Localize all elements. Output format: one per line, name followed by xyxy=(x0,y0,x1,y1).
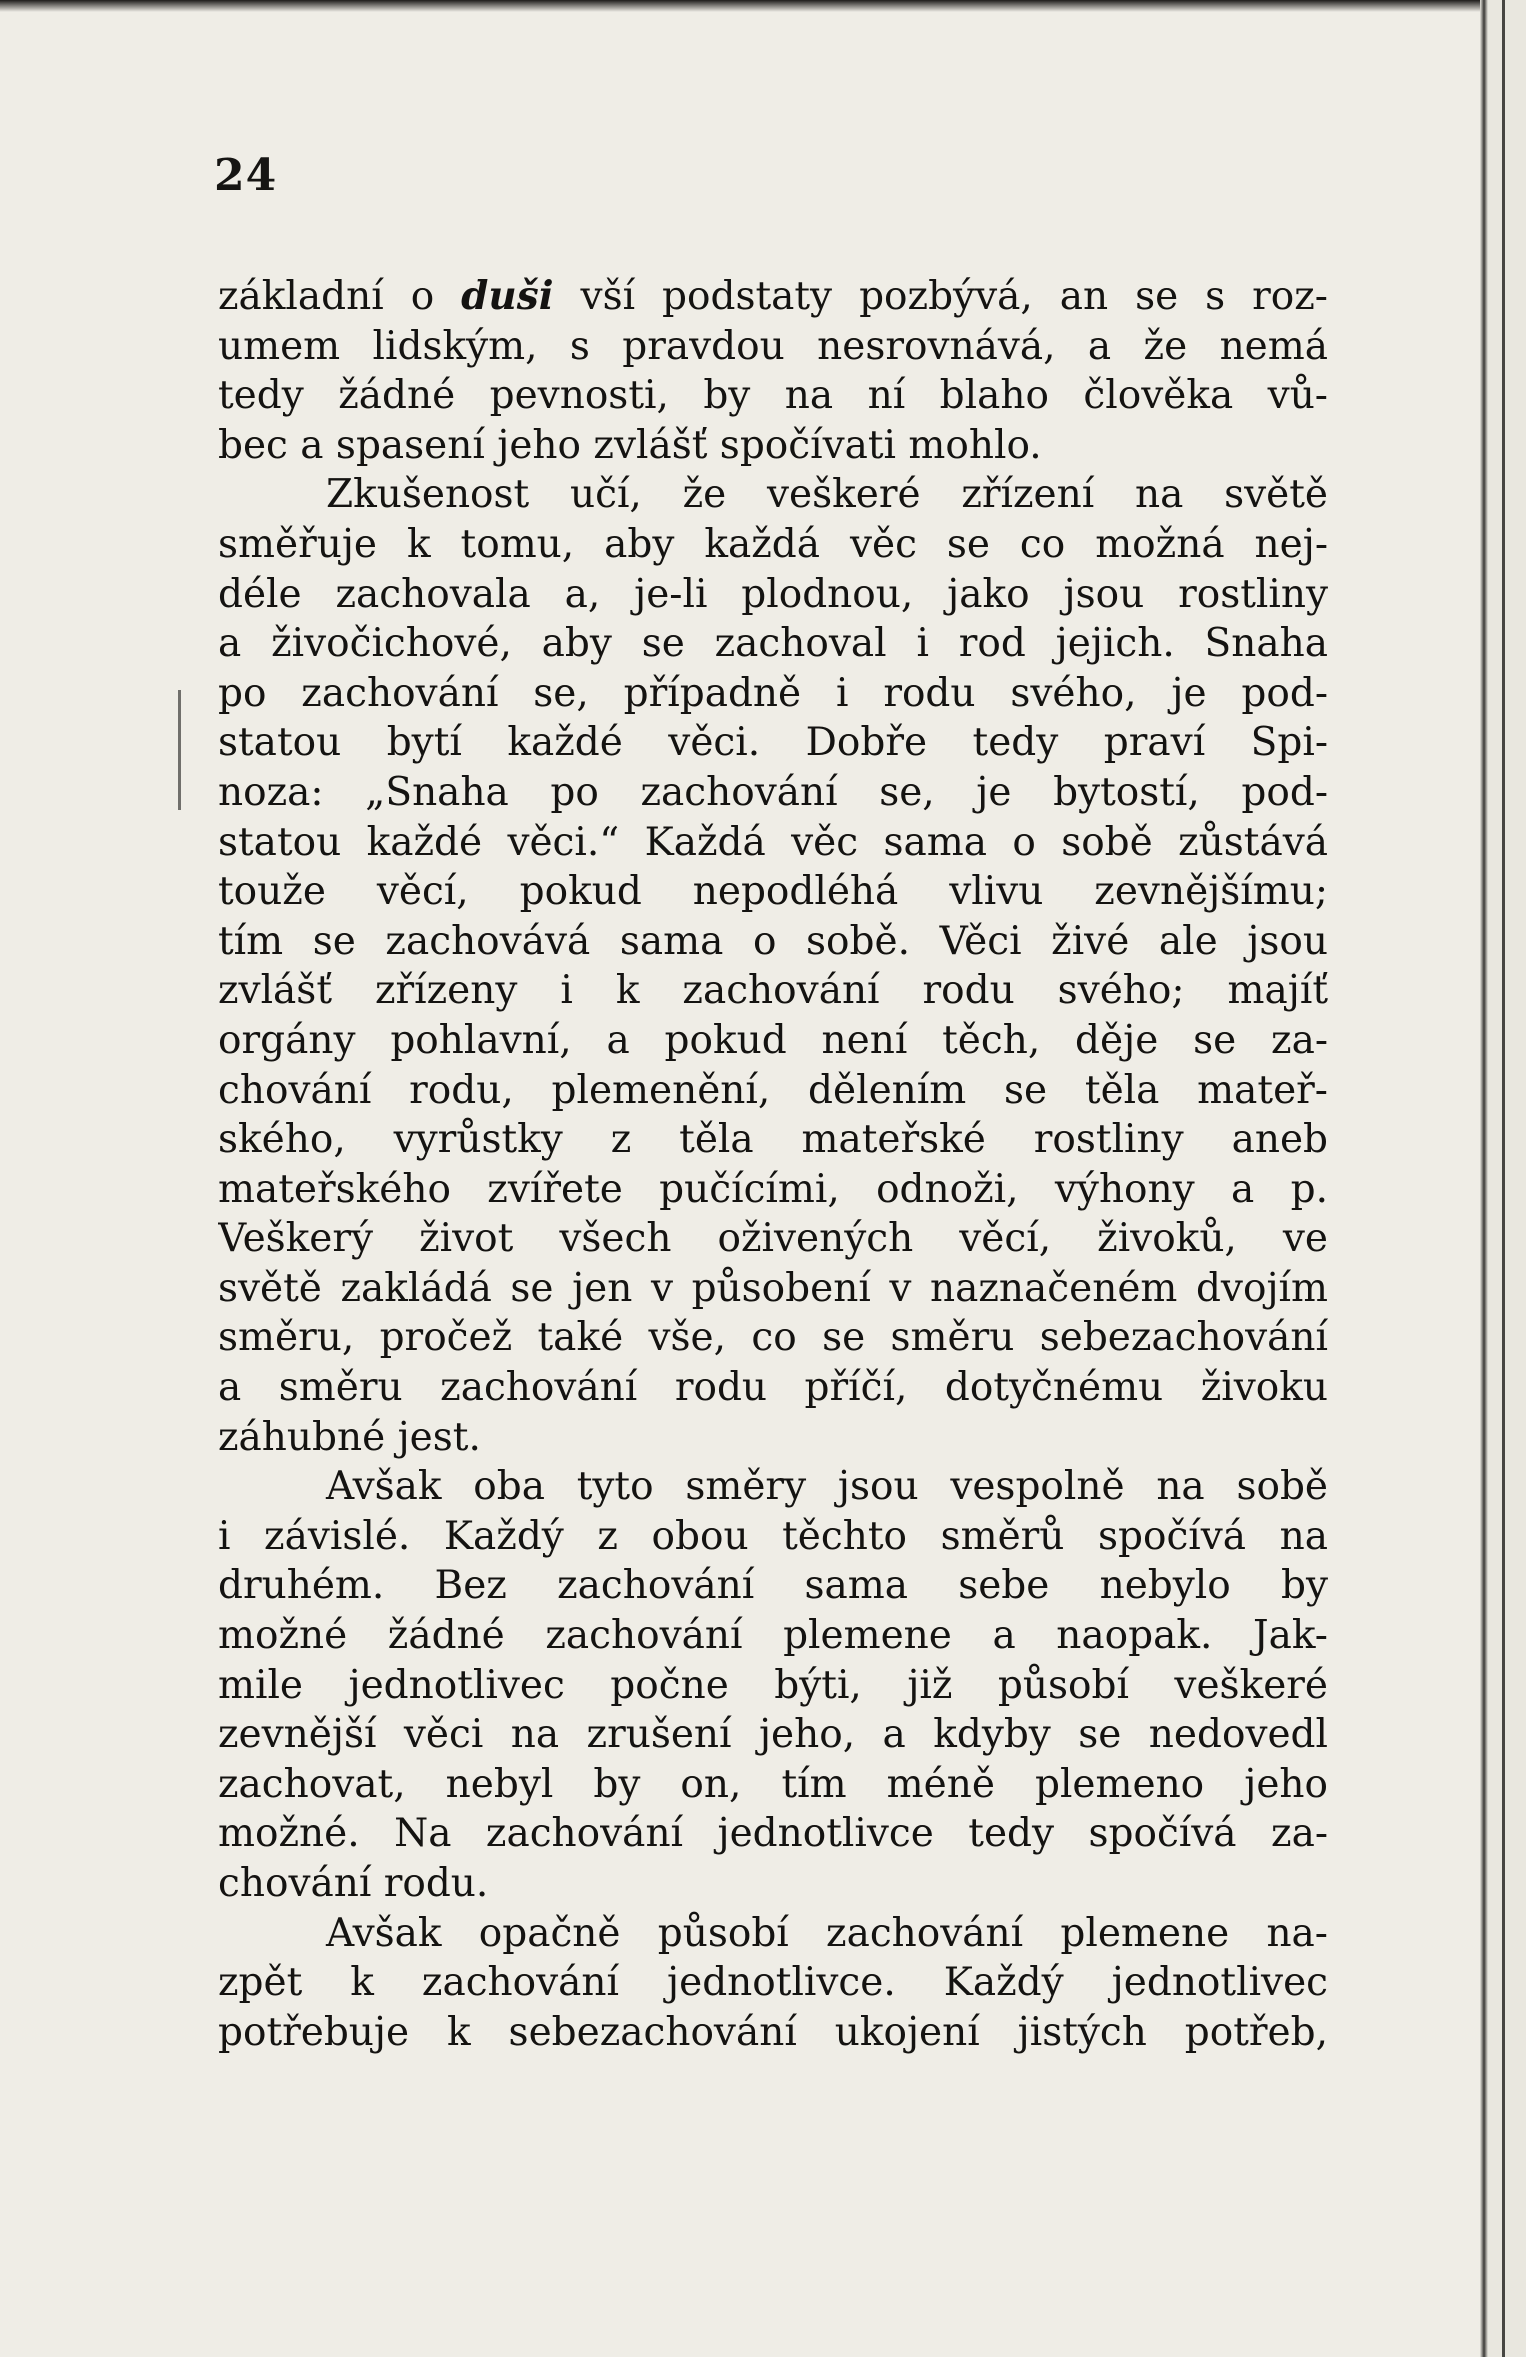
text-line: orgány pohlavní, a pokud není těch, děje se za- xyxy=(218,1017,1328,1063)
margin-pencil-mark xyxy=(178,690,181,810)
text-line: světě zakládá se jen v působení v naznačeném dvojím xyxy=(218,1265,1328,1311)
text-line: zachovat, nebyl by on, tím méně plemeno jeho xyxy=(218,1761,1328,1807)
text-line: ského, vyrůstky z těla mateřské rostliny aneb xyxy=(218,1117,1328,1163)
text-line: tím se zachovává sama o sobě. Věci živé ale jsou xyxy=(218,918,1328,964)
text-line: možné. Na zachování jednotlivce tedy spočívá za- xyxy=(218,1811,1328,1857)
text-line: noza: „Snaha po zachování se, je bytostí, pod- xyxy=(218,769,1328,815)
text-line: Avšak oba tyto směry jsou vespolně na sobě xyxy=(326,1464,1328,1510)
text-line: zpět k zachování jednotlivce. Každý jednotlivec xyxy=(218,1960,1328,2006)
text-line: chování rodu. xyxy=(218,1861,489,1906)
text-line: Avšak opačně působí zachování plemene na- xyxy=(326,1910,1328,1956)
text-line: touže věcí, pokud nepodléhá vlivu zevnějšímu; xyxy=(218,869,1328,915)
text-line: záhubné jest. xyxy=(218,1414,481,1460)
text-line: a živočichové, aby se zachoval i rod jejich. Snaha xyxy=(218,621,1328,667)
text-line: zevnější věci na zrušení jeho, a kdyby se nedovedl xyxy=(218,1712,1328,1758)
scan-right-edge xyxy=(1480,0,1526,2357)
page-number: 24 xyxy=(214,150,278,201)
text-line: déle zachovala a, je-li plodnou, jako jsou rostliny xyxy=(218,571,1328,617)
scan-top-edge xyxy=(0,0,1526,12)
text-line: druhém. Bez zachování sama sebe nebylo by xyxy=(218,1563,1328,1609)
text-line: mile jednotlivec počne býti, již působí veškeré xyxy=(218,1662,1328,1708)
text-line: statou každé věci.“ Každá věc sama o sobě zůstává xyxy=(218,819,1328,865)
text-line: směru, pročež také vše, co se směru sebezachování xyxy=(218,1315,1328,1361)
text-line: potřebuje k sebezachování ukojení jistých potřeb, xyxy=(218,2009,1328,2055)
text-line: umem lidským, s pravdou nesrovnává, a že nemá xyxy=(218,323,1328,369)
text-line: základní o duši vší podstaty pozbývá, an se s roz- xyxy=(218,273,1328,319)
scan-binding-rule xyxy=(1502,0,1505,2357)
text-line: bec a spasení jeho zvlášť spočívati mohlo. xyxy=(218,422,1042,468)
text-line: a směru zachování rodu příčí, dotyčnému živoku xyxy=(218,1365,1328,1411)
text-line: chování rodu, plemenění, dělením se těla mateř- xyxy=(218,1067,1328,1113)
emphasized-word: duši xyxy=(461,273,554,319)
text-line: i závislé. Každý z obou těchto směrů spočívá na xyxy=(218,1513,1328,1559)
text-line: Veškerý život všech oživených věcí, živoků, ve xyxy=(218,1216,1328,1262)
text-line: zvlášť zřízeny i k zachování rodu svého; majíť xyxy=(218,968,1328,1014)
text-line: tedy žádné pevnosti, by na ní blaho člověka vů- xyxy=(218,373,1328,419)
text-line: možné žádné zachování plemene a naopak. Jak- xyxy=(218,1613,1328,1659)
text-line: mateřského zvířete pučícími, odnoži, výhony a p. xyxy=(218,1166,1328,1212)
text-line: směřuje k tomu, aby každá věc se co možná nej- xyxy=(218,521,1328,567)
text-line: statou bytí každé věci. Dobře tedy praví Spi- xyxy=(218,720,1328,766)
text-line: Zkušenost učí, že veškeré zřízení na světě xyxy=(326,472,1328,518)
body-text xyxy=(218,272,1328,2057)
text-line: po zachování se, případně i rodu svého, je pod- xyxy=(218,670,1328,716)
